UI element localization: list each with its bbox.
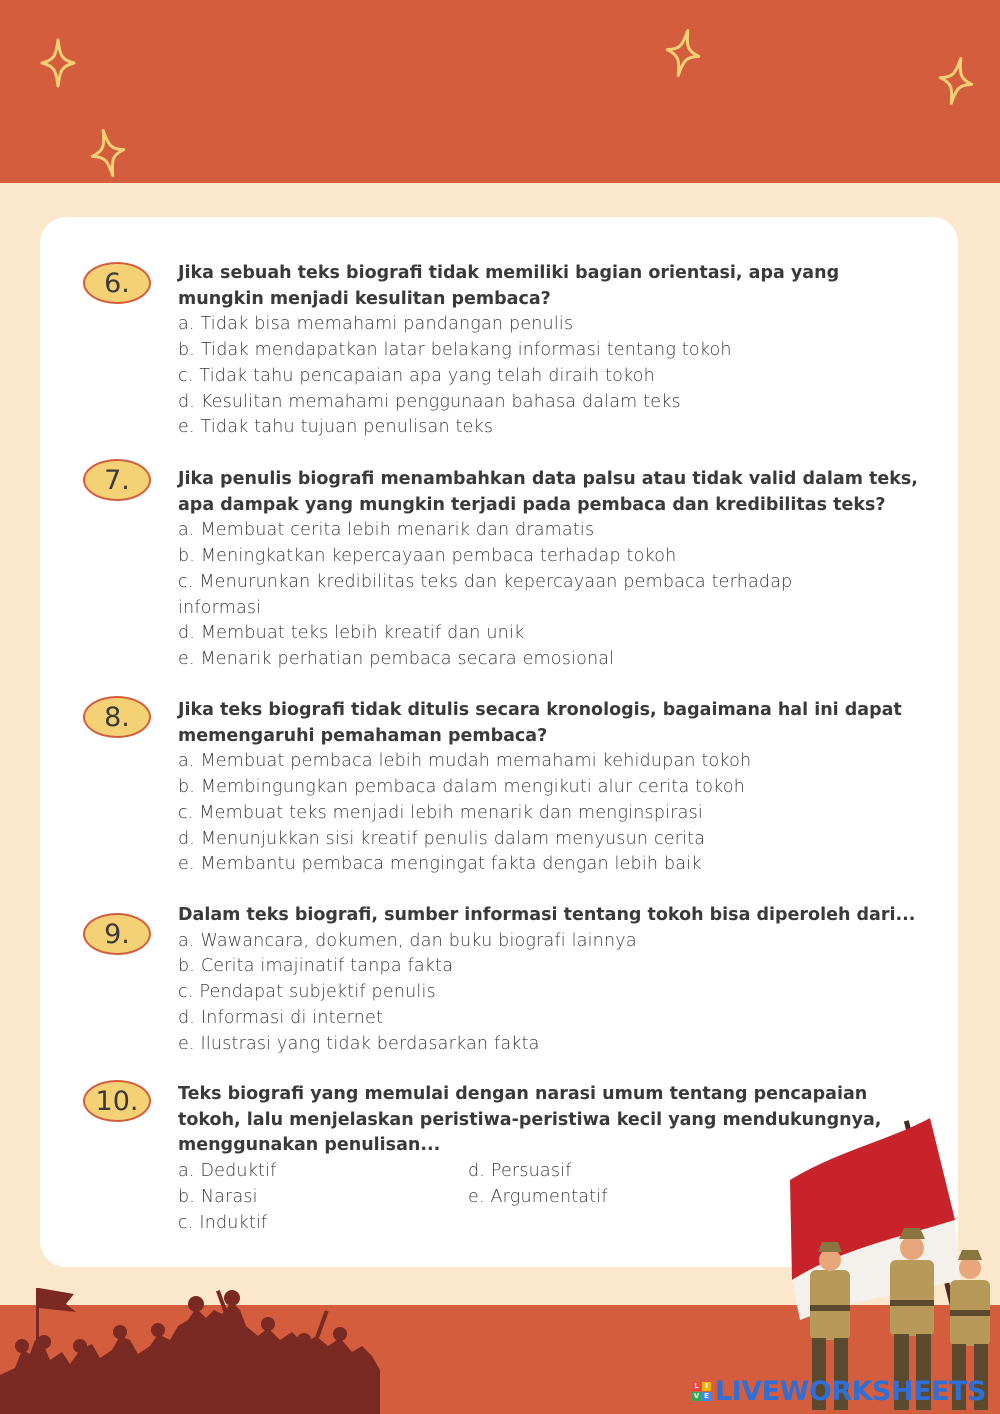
option-e[interactable]: e. Ilustrasi yang tidak berdasarkan fakta	[178, 1033, 540, 1054]
option-b[interactable]: b. Tidak mendapatkan latar belakang informasi tentang tokoh	[178, 340, 732, 361]
option-a[interactable]: a. Membuat cerita lebih menarik dan dramatis	[178, 520, 595, 541]
option-e[interactable]: e. Menarik perhatian pembaca secara emosional	[178, 648, 615, 669]
sparkle-icon	[90, 128, 126, 178]
question-number-badge: 9.	[83, 913, 151, 955]
header-band	[0, 0, 1000, 183]
sparkle-icon	[938, 56, 974, 106]
option-c[interactable]: c. Tidak tahu pencapaian apa yang telah diraih tokoh	[178, 365, 655, 386]
question-text: Jika penulis biografi menambahkan data palsu atau tidak valid dalam teks, apa dampak yang mungkin terjadi pada pembaca dan kredibilitas teks?	[178, 469, 918, 515]
crowd-silhouette-illustration	[0, 1280, 390, 1414]
watermark-text: LIVEWORKSHEETS	[715, 1375, 986, 1407]
question-6	[178, 261, 918, 441]
question-number-badge: 6.	[83, 262, 151, 304]
sparkle-icon	[40, 38, 76, 88]
option-b[interactable]: b. Cerita imajinatif tanpa fakta	[178, 956, 454, 977]
option-d[interactable]: d. Persuasif	[468, 1161, 572, 1182]
question-text: Jika teks biografi tidak ditulis secara kronologis, bagaimana hal ini dapat memengaruhi pemahaman pembaca?	[178, 700, 902, 746]
option-d[interactable]: d. Menunjukkan sisi kreatif penulis dalam menyusun cerita	[178, 828, 706, 849]
question-9	[178, 903, 918, 1057]
option-b[interactable]: b. Membingungkan pembaca dalam mengikuti alur cerita tokoh	[178, 777, 746, 798]
question-text: Jika sebuah teks biografi tidak memiliki bagian orientasi, apa yang mungkin menjadi kesulitan pembaca?	[178, 263, 840, 309]
question-text: Dalam teks biografi, sumber informasi tentang tokoh bisa diperoleh dari...	[178, 905, 916, 925]
question-number-badge: 8.	[83, 696, 151, 738]
option-d[interactable]: d. Kesulitan memahami penggunaan bahasa dalam teks	[178, 391, 681, 412]
option-b[interactable]: b. Meningkatkan kepercayaan pembaca terhadap tokoh	[178, 546, 677, 567]
question-number-badge: 7.	[83, 459, 151, 501]
question-text: Teks biografi yang memulai dengan narasi umum tentang pencapaian tokoh, lalu menjelaskan peristiwa-peristiwa kecil yang mendukungnya, menggunakan penulisan...	[178, 1084, 882, 1156]
option-a[interactable]: a. Tidak bisa memahami pandangan penulis	[178, 314, 574, 335]
liveworksheets-logo-icon: L I V E	[692, 1382, 711, 1401]
question-8	[178, 698, 918, 878]
option-d[interactable]: d. Informasi di internet	[178, 1007, 384, 1028]
option-c[interactable]: c. Membuat teks menjadi lebih menarik dan menginspirasi	[178, 802, 703, 823]
option-c[interactable]: c. Menurunkan kredibilitas teks dan kepercayaan pembaca terhadap informasi	[178, 571, 793, 618]
option-a[interactable]: a. Deduktif	[178, 1161, 277, 1182]
soldiers-flag-illustration	[780, 1110, 1000, 1410]
option-a[interactable]: a. Wawancara, dokumen, dan buku biografi lainnya	[178, 930, 637, 951]
option-b[interactable]: b. Narasi	[178, 1186, 258, 1207]
liveworksheets-watermark	[692, 1374, 986, 1408]
option-c[interactable]: c. Pendapat subjektif penulis	[178, 982, 436, 1003]
option-e[interactable]: e. Membantu pembaca mengingat fakta dengan lebih baik	[178, 854, 702, 875]
sparkle-icon	[665, 28, 701, 78]
option-d[interactable]: d. Membuat teks lebih kreatif dan unik	[178, 623, 525, 644]
option-a[interactable]: a. Membuat pembaca lebih mudah memahami kehidupan tokoh	[178, 751, 752, 772]
option-c[interactable]: c. Induktif	[178, 1212, 268, 1233]
question-number-badge: 10.	[83, 1080, 151, 1122]
option-e[interactable]: e. Tidak tahu tujuan penulisan teks	[178, 417, 494, 438]
option-e[interactable]: e. Argumentatif	[468, 1186, 608, 1207]
question-7	[178, 467, 918, 673]
